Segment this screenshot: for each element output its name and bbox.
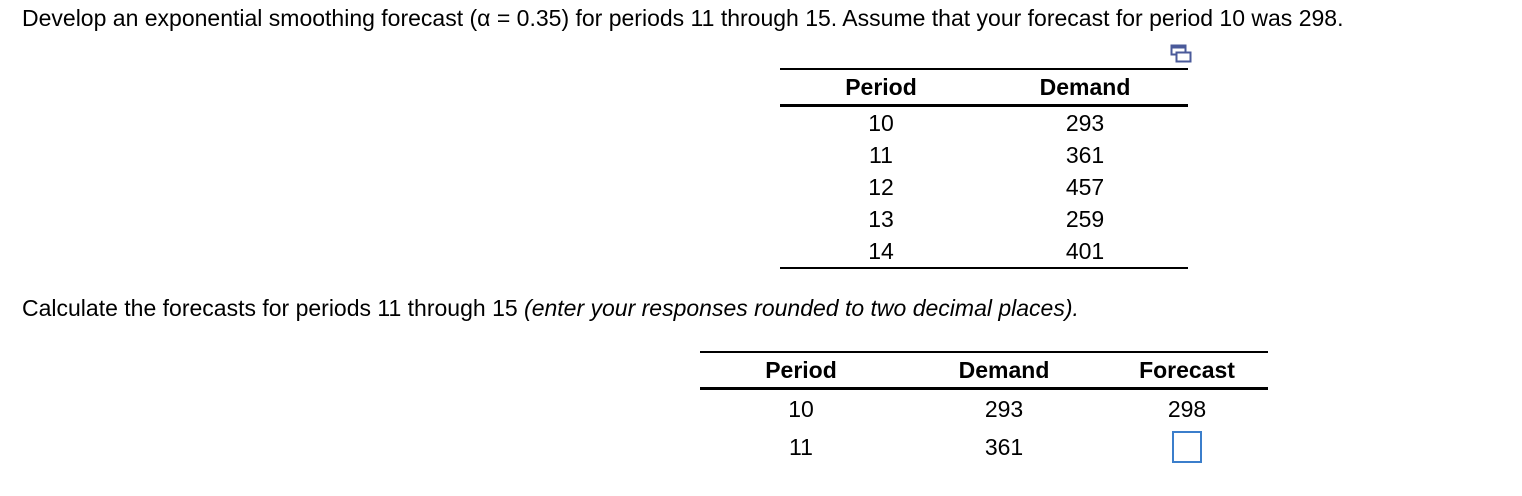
table-row <box>780 171 1188 203</box>
period-cell: 10 <box>788 395 814 422</box>
table-row <box>780 235 1188 268</box>
demand-cell: 293 <box>1065 109 1105 136</box>
forecast-answer-table <box>700 351 1268 466</box>
table-header-row <box>780 69 1188 106</box>
demand-cell: 401 <box>1065 237 1105 264</box>
question-suffix: = 0.35) for periods 11 through 15. Assume that your forecast for period 10 was 298. <box>490 5 1344 31</box>
question-prefix: Develop an exponential smoothing forecast ( <box>22 5 478 31</box>
table-row <box>780 203 1188 235</box>
period-header: Period <box>780 69 982 106</box>
forecast-period-11-input[interactable] <box>1172 431 1202 463</box>
period-cell: 12 <box>868 173 894 200</box>
table-row <box>700 389 1268 429</box>
period-cell: 11 <box>789 433 813 460</box>
forecast-cell <box>1106 428 1268 466</box>
demand-cell: 361 <box>1065 141 1105 168</box>
demand-cell: 259 <box>1065 205 1105 232</box>
period-cell: 13 <box>868 205 894 232</box>
alpha-symbol: α <box>477 5 491 31</box>
forecast-header: Forecast <box>1106 352 1268 389</box>
period-cell: 11 <box>869 141 893 168</box>
period-cell: 14 <box>868 237 894 264</box>
demand-data-table <box>780 68 1188 269</box>
table-header-row <box>700 352 1268 389</box>
copy-data-icon[interactable] <box>1170 44 1192 64</box>
period-header: Period <box>700 352 902 389</box>
instruction-italic: (enter your responses rounded to two decimal places). <box>524 295 1079 321</box>
demand-header: Demand <box>902 352 1106 389</box>
instruction-text <box>22 293 1079 323</box>
table-row <box>780 139 1188 171</box>
instruction-main: Calculate the forecasts for periods 11 through 15 <box>22 295 525 321</box>
forecast-cell: 298 <box>1167 395 1207 422</box>
demand-cell: 361 <box>984 433 1024 460</box>
period-cell: 10 <box>868 109 894 136</box>
demand-header: Demand <box>982 69 1188 106</box>
demand-cell: 293 <box>984 395 1024 422</box>
demand-cell: 457 <box>1065 173 1105 200</box>
question-text <box>22 3 1343 33</box>
table-row <box>700 428 1268 466</box>
table-row <box>780 106 1188 140</box>
